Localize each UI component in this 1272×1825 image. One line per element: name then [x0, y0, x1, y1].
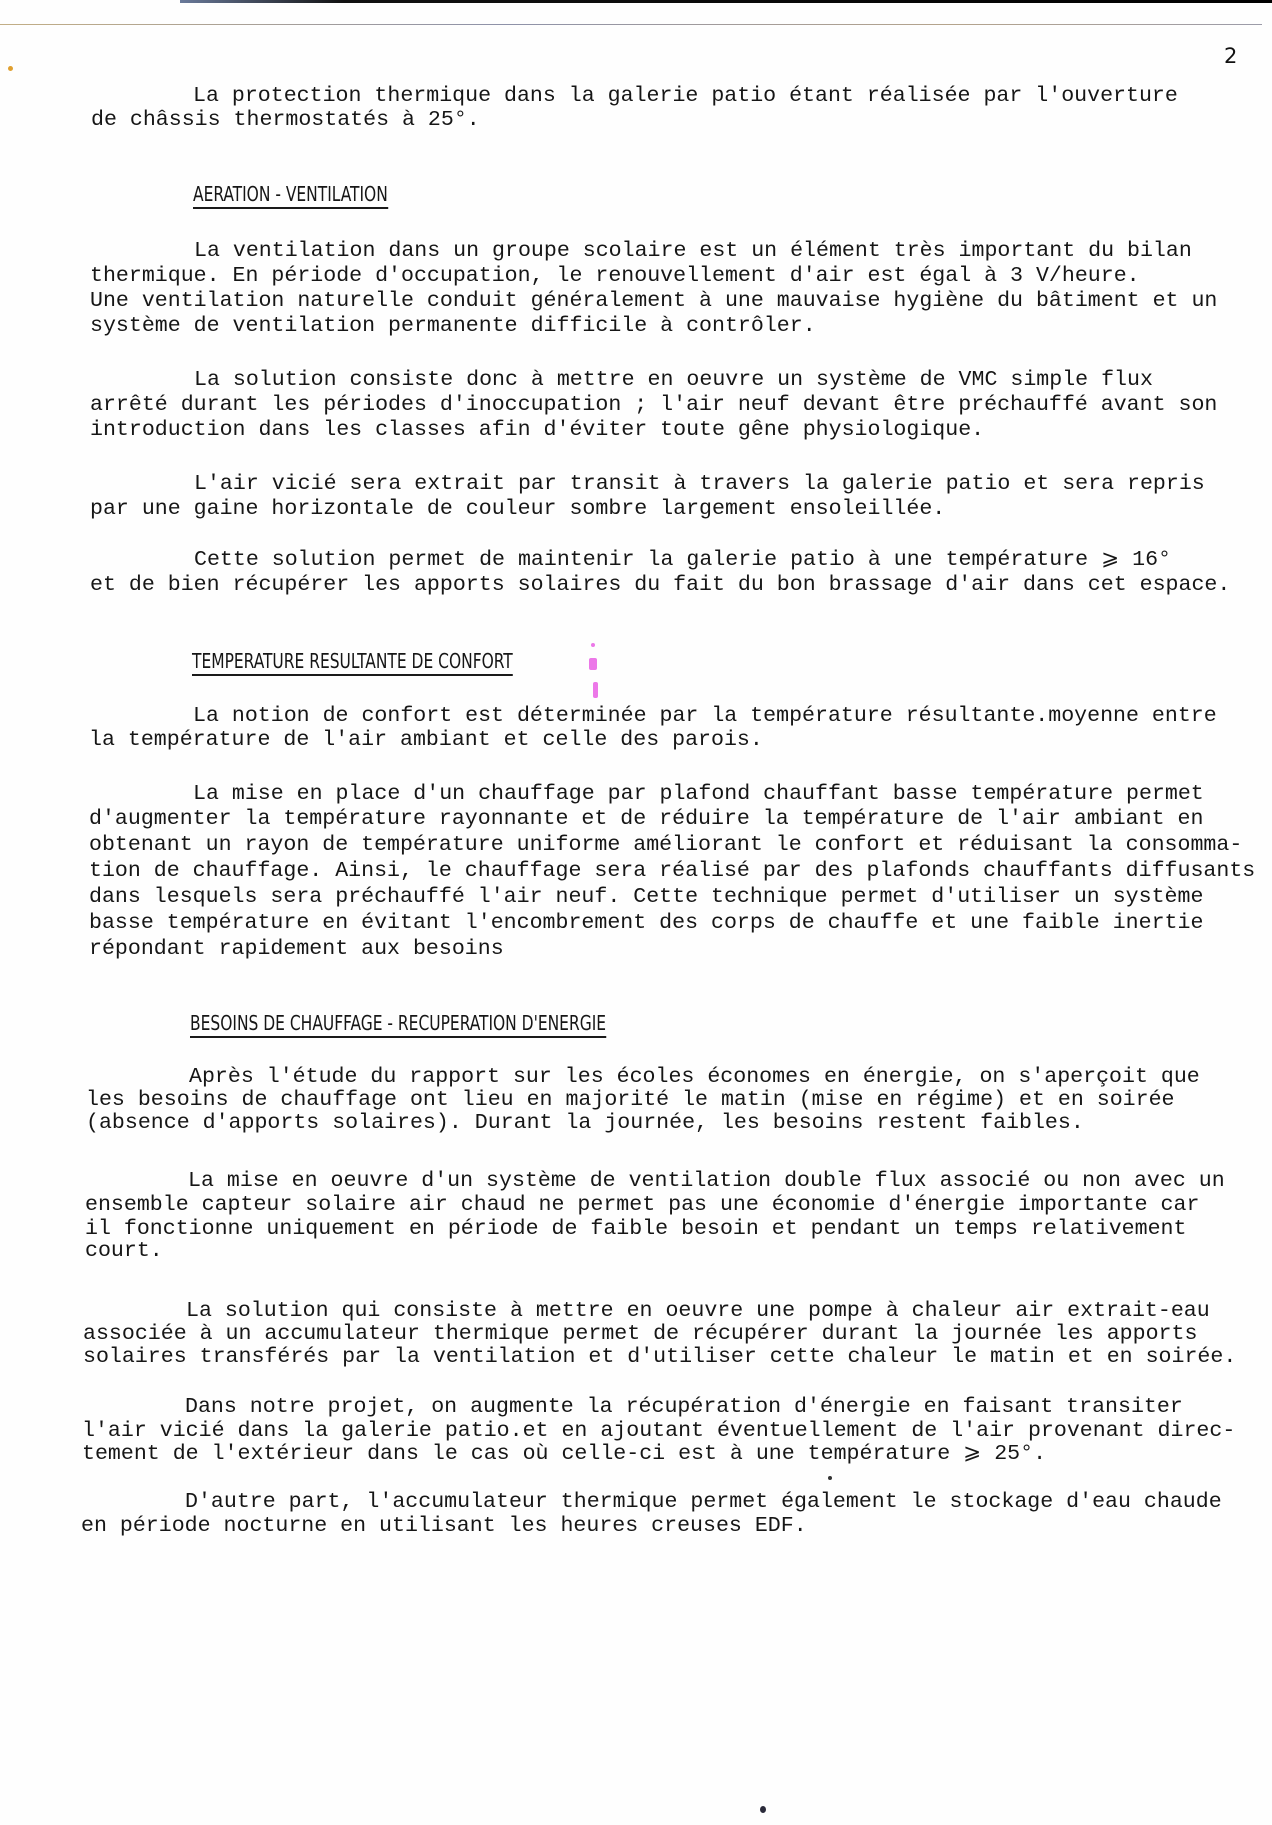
- text-line: de châssis thermostatés à 25°.: [91, 108, 480, 132]
- text-line: La ventilation dans un groupe scolaire est un élément très important du bilan: [194, 239, 1192, 263]
- text-line: D'autre part, l'accumulateur thermique permet également le stockage d'eau chaude: [185, 1490, 1222, 1514]
- text-line: (absence d'apports solaires). Durant la journée, les besoins restent faibles.: [86, 1111, 1084, 1135]
- ink-speck: [760, 1806, 766, 1813]
- text-line: arrêté durant les périodes d'inoccupation ; l'air neuf devant être préchauffé avant son: [90, 393, 1218, 417]
- text-line: par une gaine horizontale de couleur sombre largement ensoleillée.: [90, 497, 946, 521]
- text-line: l'air vicié dans la galerie patio.et en ajoutant éventuellement de l'air provenant direc-: [82, 1419, 1236, 1443]
- text-line: et de bien récupérer les apports solaires du fait du bon brassage d'air dans cet espace.: [90, 573, 1231, 597]
- text-line: dans lesquels sera préchauffé l'air neuf. Cette technique permet d'utiliser un système: [89, 885, 1204, 909]
- text-line: tion de chauffage. Ainsi, le chauffage sera réalisé par des plafonds chauffants diffusants: [89, 859, 1256, 883]
- scan-top-edge: [180, 0, 1272, 3]
- text-line: tement de l'extérieur dans le cas où celle-ci est à une température ⩾ 25°.: [82, 1442, 1047, 1466]
- section-heading-besoins-chauffage: BESOINS DE CHAUFFAGE - RECUPERATION D'ENERGIE: [190, 1012, 606, 1038]
- text-line: Une ventilation naturelle conduit généralement à une mauvaise hygiène du bâtiment et un: [90, 289, 1218, 313]
- text-line: Dans notre projet, on augmente la récupération d'énergie en faisant transiter: [185, 1395, 1183, 1419]
- top-rule-divider: [0, 24, 1262, 25]
- text-line: La solution qui consiste à mettre en oeuvre une pompe à chaleur air extrait-eau: [186, 1299, 1210, 1323]
- text-line: basse température en évitant l'encombrement des corps de chauffe et une faible inertie: [89, 911, 1204, 935]
- text-line: Cette solution permet de maintenir la galerie patio à une température ⩾ 16°: [194, 548, 1172, 572]
- ink-speck: [828, 1476, 832, 1480]
- text-line: La protection thermique dans la galerie patio étant réalisée par l'ouverture: [193, 84, 1178, 108]
- text-line: La mise en place d'un chauffage par plafond chauffant basse température permet: [193, 782, 1204, 806]
- text-line: thermique. En période d'occupation, le renouvellement d'air est égal à 3 V/heure.: [90, 264, 1140, 288]
- text-line: L'air vicié sera extrait par transit à travers la galerie patio et sera repris: [194, 472, 1205, 496]
- section-heading-temperature-confort: TEMPERATURE RESULTANTE DE CONFORT: [192, 650, 513, 676]
- text-line: il fonctionne uniquement en période de faible besoin et pendant un temps relativement: [85, 1217, 1187, 1241]
- text-line: introduction dans les classes afin d'éviter toute gêne physiologique.: [90, 418, 985, 442]
- section-heading-aeration-ventilation: AERATION - VENTILATION: [193, 183, 388, 209]
- page-number: 2: [1224, 44, 1238, 68]
- text-line: La notion de confort est déterminée par la température résultante.moyenne entre: [193, 704, 1217, 728]
- text-line: associée à un accumulateur thermique permet de récupérer durant la journée les apports: [83, 1322, 1198, 1346]
- text-line: en période nocturne en utilisant les heures creuses EDF.: [81, 1514, 807, 1538]
- ink-mark: [589, 658, 597, 670]
- ink-mark: [593, 682, 598, 698]
- text-line: La solution consiste donc à mettre en oeuvre un système de VMC simple flux: [194, 368, 1153, 392]
- text-line: la température de l'air ambiant et celle des parois.: [89, 728, 763, 752]
- text-line: ensemble capteur solaire air chaud ne permet pas une économie d'énergie importante car: [85, 1193, 1200, 1217]
- text-line: répondant rapidement aux besoins: [89, 937, 504, 961]
- text-line: Après l'étude du rapport sur les écoles économes en énergie, on s'aperçoit que: [189, 1065, 1200, 1089]
- text-line: obtenant un rayon de température uniforme améliorant le confort et réduisant la consomma-: [89, 833, 1243, 857]
- text-line: court.: [85, 1239, 163, 1263]
- text-line: système de ventilation permanente difficile à contrôler.: [90, 314, 816, 338]
- text-line: La mise en oeuvre d'un système de ventilation double flux associé ou non avec un: [188, 1169, 1225, 1193]
- margin-speck: [8, 66, 13, 71]
- text-line: d'augmenter la température rayonnante et de réduire la température de l'air ambiant en: [89, 807, 1204, 831]
- text-line: solaires transférés par la ventilation et d'utiliser cette chaleur le matin et en soirée.: [83, 1345, 1237, 1369]
- ink-mark: [591, 643, 595, 647]
- text-line: les besoins de chauffage ont lieu en majorité le matin (mise en régime) et en soirée: [86, 1088, 1175, 1112]
